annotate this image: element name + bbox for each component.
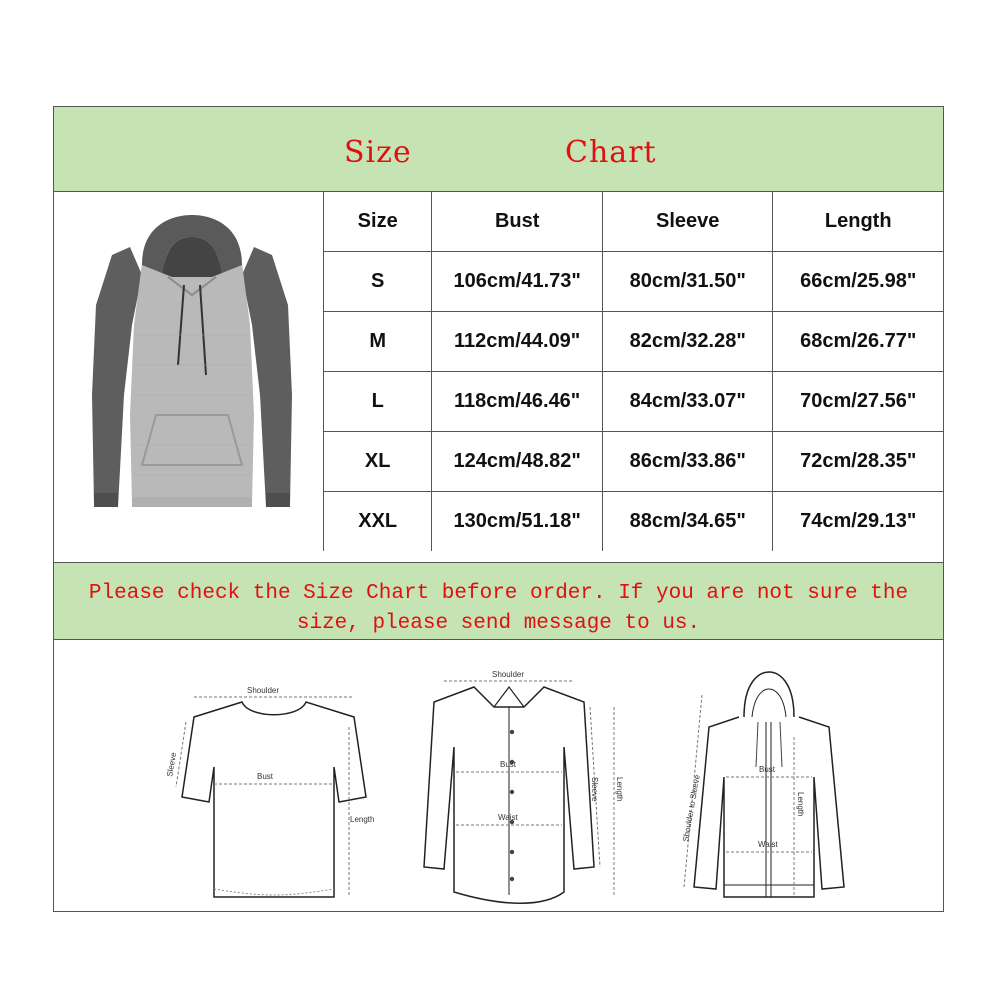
- title-band: [54, 107, 943, 192]
- header-size: Size: [324, 192, 432, 252]
- size-cell: L: [324, 372, 432, 432]
- sleeve-cell: 88cm/34.65": [602, 492, 773, 552]
- length-cell: 68cm/26.77": [773, 312, 943, 372]
- table-row: [324, 432, 944, 492]
- sleeve-cell: 82cm/32.28": [602, 312, 773, 372]
- length-cell: 66cm/25.98": [773, 252, 943, 312]
- tshirt-diagram: [154, 667, 404, 907]
- tshirt-shoulder-label: Shoulder: [247, 686, 280, 695]
- size-cell: XXL: [324, 492, 432, 552]
- shirt-shoulder-label: Shoulder: [492, 670, 525, 679]
- tshirt-sleeve-label: Sleeve: [165, 751, 179, 778]
- note-line-2: size, please send message to us.: [296, 612, 701, 635]
- bust-cell: 124cm/48.82": [432, 432, 603, 492]
- bust-cell: 130cm/51.18": [432, 492, 603, 552]
- table-header-row: [324, 192, 944, 252]
- shirt-length-label: Length: [615, 777, 624, 802]
- size-chart-frame: [53, 106, 944, 912]
- table-row: [324, 492, 944, 552]
- bust-cell: 112cm/44.09": [432, 312, 603, 372]
- bust-cell: 106cm/41.73": [432, 252, 603, 312]
- hoodie-waist-label: Waist: [758, 840, 778, 849]
- length-cell: 74cm/29.13": [773, 492, 943, 552]
- size-cell: M: [324, 312, 432, 372]
- hoodie-diagram: [654, 667, 884, 907]
- title-word-size: Size: [344, 135, 412, 170]
- size-table: [323, 192, 943, 551]
- shirt-waist-label: Waist: [498, 813, 518, 822]
- size-cell: XL: [324, 432, 432, 492]
- shirt-diagram: [414, 667, 634, 907]
- shirt-sleeve-label: Sleeve: [590, 777, 599, 802]
- note-band: [54, 562, 943, 640]
- header-length: Length: [773, 192, 943, 252]
- table-row: [324, 252, 944, 312]
- hoodie-shoulder-to-sleeve-label: Shoulder to Sleeve: [681, 774, 702, 843]
- note-line-1: Please check the Size Chart before order. If you are not sure the: [88, 582, 909, 605]
- title-word-chart: Chart: [565, 135, 657, 170]
- length-cell: 72cm/28.35": [773, 432, 943, 492]
- table-row: [324, 372, 944, 432]
- sleeve-cell: 80cm/31.50": [602, 252, 773, 312]
- length-cell: 70cm/27.56": [773, 372, 943, 432]
- header-bust: Bust: [432, 192, 603, 252]
- size-cell: S: [324, 252, 432, 312]
- hoodie-product-image: [72, 215, 312, 515]
- hoodie-length-label: Length: [796, 792, 805, 817]
- tshirt-bust-label: Bust: [257, 772, 274, 781]
- header-sleeve: Sleeve: [602, 192, 773, 252]
- sleeve-cell: 86cm/33.86": [602, 432, 773, 492]
- tshirt-length-label: Length: [350, 815, 375, 824]
- hoodie-bust-label: Bust: [759, 765, 776, 774]
- bust-cell: 118cm/46.46": [432, 372, 603, 432]
- table-row: [324, 312, 944, 372]
- shirt-bust-label: Bust: [500, 760, 517, 769]
- sleeve-cell: 84cm/33.07": [602, 372, 773, 432]
